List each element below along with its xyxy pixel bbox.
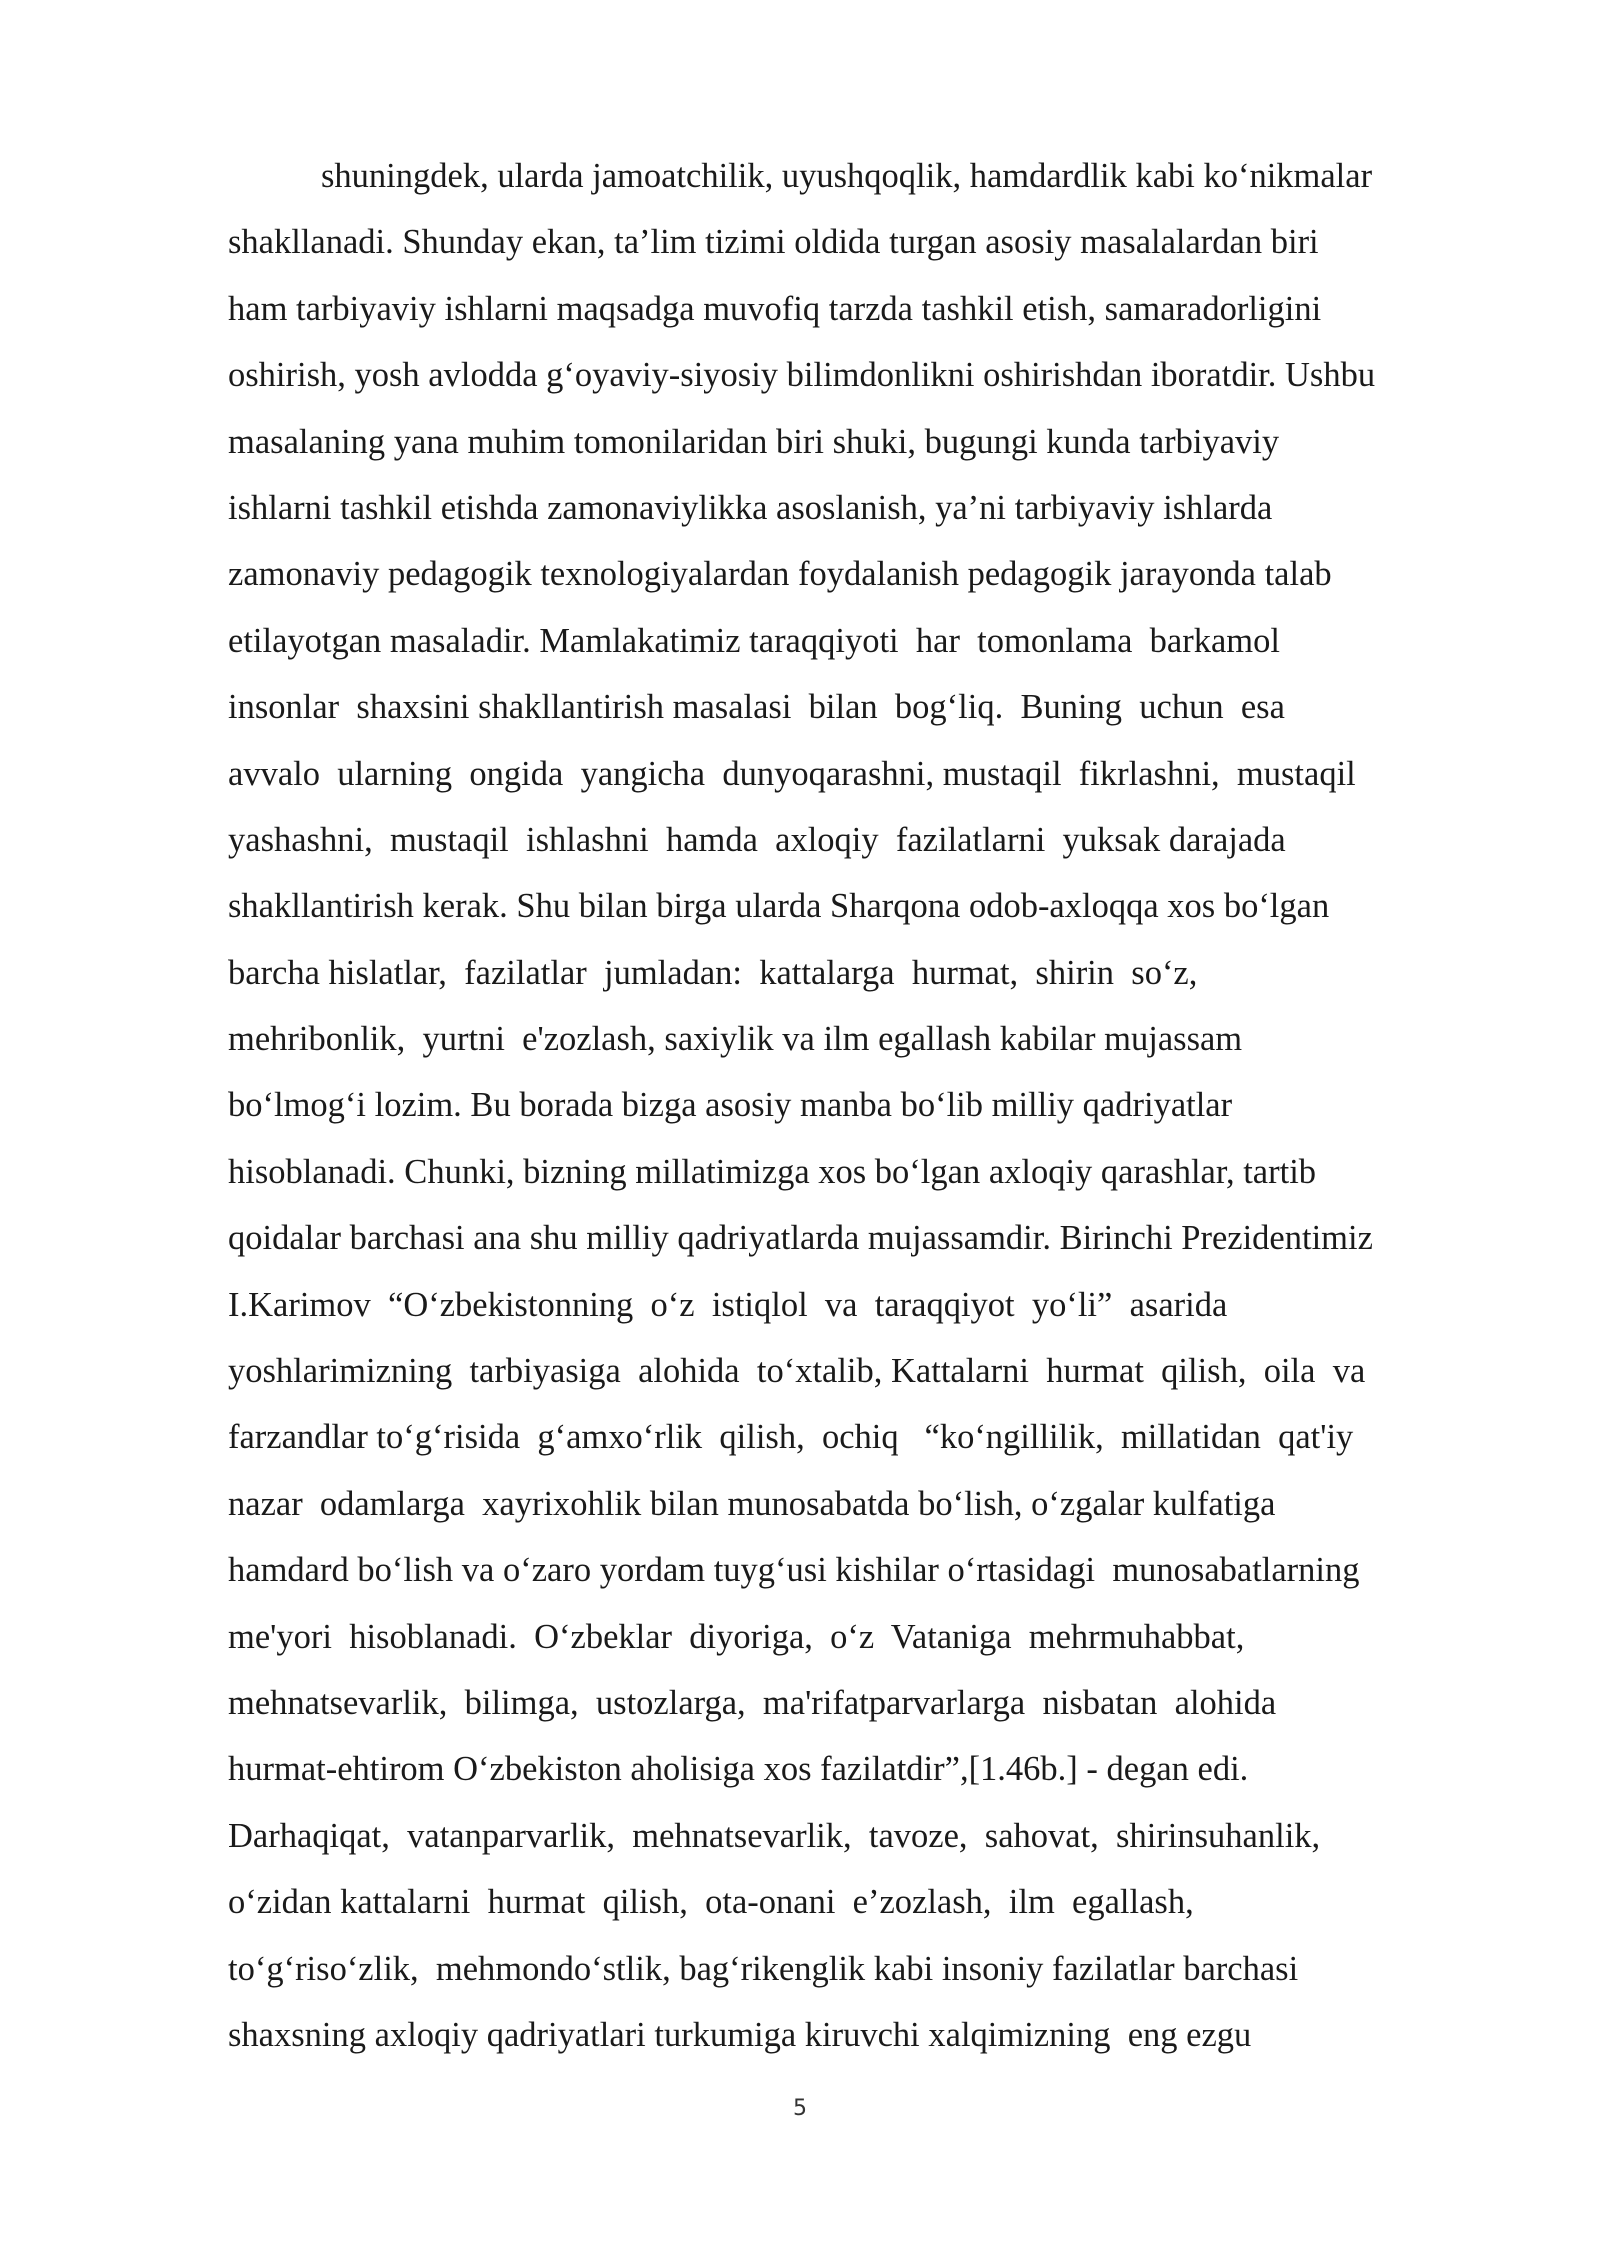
page-number: 5 <box>793 2096 807 2121</box>
text-line: o‘zidan kattalarni hurmat qilish, ota-onani e’zozlash, ilm egallash, <box>228 1883 1194 1922</box>
text-line: oshirish, yosh avlodda g‘oyaviy-siyosiy bilimdonlikni oshirishdan iboratdir. Ushbu <box>228 356 1376 395</box>
body-text <box>228 152 1508 2077</box>
text-line: shaxsning axloqiy qadriyatlari turkumiga kiruvchi xalqimizning eng ezgu <box>228 2015 1252 2054</box>
text-line: Darhaqiqat, vatanparvarlik, mehnatsevarlik, tavoze, sahovat, shirinsuhanlik, <box>228 1816 1321 1855</box>
text-line: mehnatsevarlik, bilimga, ustozlarga, ma'rifatparvarlarga nisbatan alohida <box>228 1683 1277 1722</box>
text-line: barcha hislatlar, fazilatlar jumladan: kattalarga hurmat, shirin so‘z, <box>228 953 1198 992</box>
text-line: to‘g‘riso‘zlik, mehmondo‘stlik, bag‘rikenglik kabi insoniy fazilatlar barchasi <box>228 1949 1299 1988</box>
text-line: nazar odamlarga xayrixohlik bilan munosabatda bo‘lish, o‘zgalar kulfatiga <box>228 1484 1276 1523</box>
text-line: hamdard bo‘lish va o‘zaro yordam tuyg‘usi kishilar o‘rtasidagi munosabatlarning <box>228 1551 1360 1590</box>
text-line: insonlar shaxsini shakllantirish masalasi bilan bog‘liq. Buning uchun esa <box>228 688 1285 727</box>
text-line: mehribonlik, yurtni e'zozlash, saxiylik va ilm egallash kabilar mujassam <box>228 1020 1243 1059</box>
text-line: ham tarbiyaviy ishlarni maqsadga muvofiq tarzda tashkil etish, samaradorligini <box>228 289 1322 328</box>
text-line: etilayotgan masaladir. Mamlakatimiz taraqqiyoti har tomonlama barkamol <box>228 621 1280 660</box>
text-line: hisoblanadi. Chunki, bizning millatimizga xos bo‘lgan axloqiy qarashlar, tartib <box>228 1152 1317 1191</box>
text-line: yoshlarimizning tarbiyasiga alohida to‘xtalib, Kattalarni hurmat qilish, oila va <box>228 1352 1366 1391</box>
text-line: hurmat-ehtirom O‘zbekiston aholisiga xos fazilatdir”,[1.46b.] - degan edi. <box>228 1750 1249 1789</box>
text-line: qoidalar barchasi ana shu milliy qadriyatlarda mujassamdir. Birinchi Prezidentimiz <box>228 1219 1373 1258</box>
text-line: yashashni, mustaqil ishlashni hamda axloqiy fazilatlarni yuksak darajada <box>228 820 1286 859</box>
text-line: me'yori hisoblanadi. O‘zbeklar diyoriga, o‘z Vataniga mehrmuhabbat, <box>228 1617 1245 1656</box>
text-line: ishlarni tashkil etishda zamonaviylikka asoslanish, ya’ni tarbiyaviy ishlarda <box>228 488 1273 527</box>
text-line: shakllantirish kerak. Shu bilan birga ularda Sharqona odob-axloqqa xos bo‘lgan <box>228 887 1330 926</box>
text-line: masalaning yana muhim tomonilaridan biri shuki, bugungi kunda tarbiyaviy <box>228 422 1280 461</box>
text-line: farzandlar to‘g‘risida g‘amxo‘rlik qilish, ochiq “ko‘ngillilik, millatidan qat'iy <box>228 1418 1354 1457</box>
text-line: avvalo ularning ongida yangicha dunyoqarashni, mustaqil fikrlashni, mustaqil <box>228 754 1356 793</box>
text-line: I.Karimov “O‘zbekistonning o‘z istiqlol va taraqqiyot yo‘li” asarida <box>228 1285 1228 1324</box>
text-line: zamonaviy pedagogik texnologiyalardan foydalanish pedagogik jarayonda talab <box>228 555 1332 594</box>
text-line: bo‘lmog‘i lozim. Bu borada bizga asosiy manba bo‘lib milliy qadriyatlar <box>228 1086 1233 1125</box>
text-line: shakllanadi. Shunday ekan, ta’lim tizimi oldida turgan asosiy masalalardan biri <box>228 223 1319 262</box>
text-line: shuningdek, ularda jamoatchilik, uyushqoqlik, hamdardlik kabi ko‘nikmalar <box>321 157 1373 195</box>
